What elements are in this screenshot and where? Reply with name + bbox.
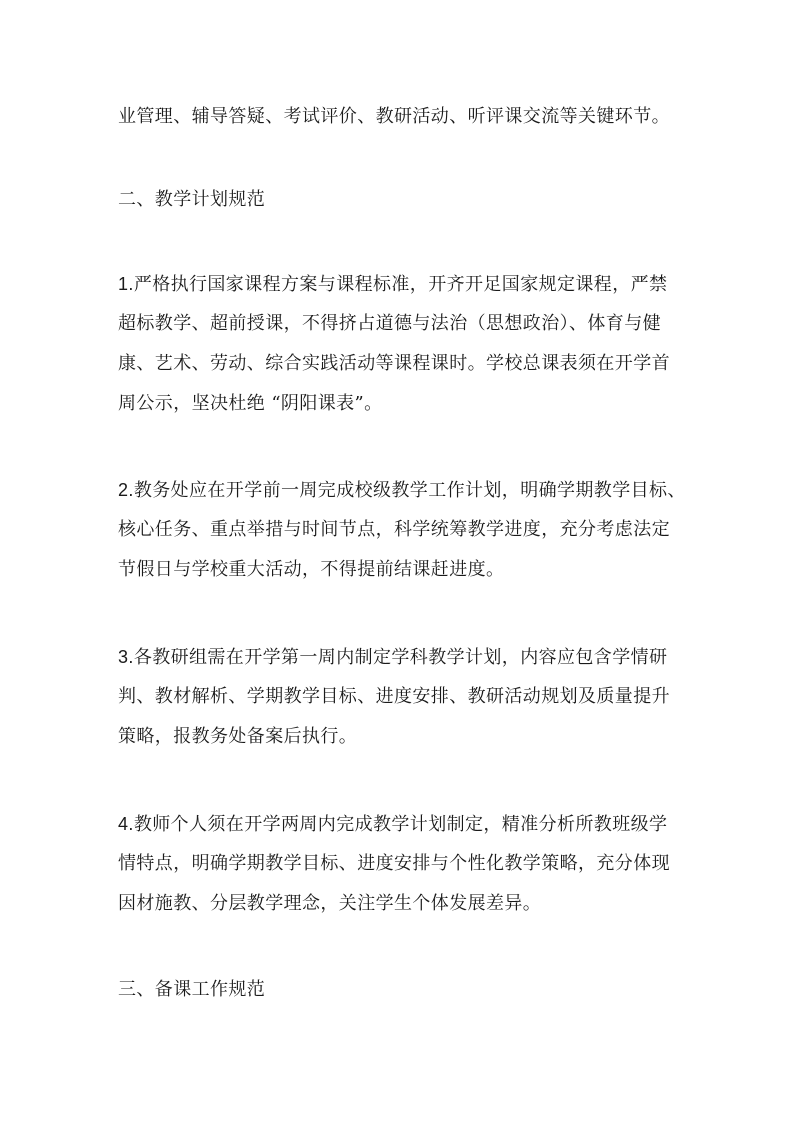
item-4-line-3: 因材施教、分层教学理念，关注学生个体发展差异。: [118, 893, 542, 914]
item-1-line-3: 康、艺术、劳动、综合实践活动等课程课时。学校总课表须在开学首: [118, 353, 670, 374]
item-1-paragraph: [118, 264, 698, 424]
intro-paragraph: [118, 97, 698, 137]
item-2-line-1: 2.教务处应在开学前一周完成校级教学工作计划，明确学期教学目标、: [118, 480, 686, 501]
item-4-line-2: 情特点，明确学期教学目标、进度安排与个性化教学策略，充分体现: [118, 853, 670, 874]
section-2-heading-block: [118, 180, 698, 220]
item-1-line-2: 超标教学、超前授课，不得挤占道德与法治（思想政治）、体育与健: [118, 313, 661, 334]
item-1-line-1: 1.严格执行国家课程方案与课程标准，开齐开足国家规定课程，严禁: [118, 274, 668, 295]
item-3-paragraph: [118, 637, 698, 757]
item-2-line-2: 核心任务、重点举措与时间节点，科学统筹教学进度，充分考虑法定: [118, 519, 670, 540]
section-2-heading: 二、教学计划规范: [118, 189, 266, 210]
item-2-number: 2.: [118, 480, 134, 500]
item-2-paragraph: [118, 470, 698, 590]
item-3-line-3: 策略，报教务处备案后执行。: [118, 726, 358, 747]
section-3-heading-block: [118, 970, 698, 1010]
item-4-number: 4.: [118, 814, 134, 834]
item-1-number: 1.: [118, 274, 134, 294]
item-3-number: 3.: [118, 647, 134, 667]
item-3-line-2: 判、教材解析、学期教学目标、进度安排、教研活动规划及质量提升: [118, 686, 670, 707]
item-4-line-1: 4.教师个人须在开学两周内完成教学计划制定，精准分析所教班级学: [118, 814, 668, 835]
item-2-line-3: 节假日与学校重大活动，不得提前结课赶进度。: [118, 559, 505, 580]
intro-line: 业管理、辅导答疑、考试评价、教研活动、听评课交流等关键环节。: [118, 106, 670, 127]
item-4-paragraph: [118, 804, 698, 924]
item-1-line-4: 周公示，坚决杜绝 “阴阳课表”。: [118, 393, 383, 414]
section-3-heading: 三、备课工作规范: [118, 979, 266, 1000]
item-3-line-1: 3.各教研组需在开学第一周内制定学科教学计划，内容应包含学情研: [118, 647, 668, 668]
